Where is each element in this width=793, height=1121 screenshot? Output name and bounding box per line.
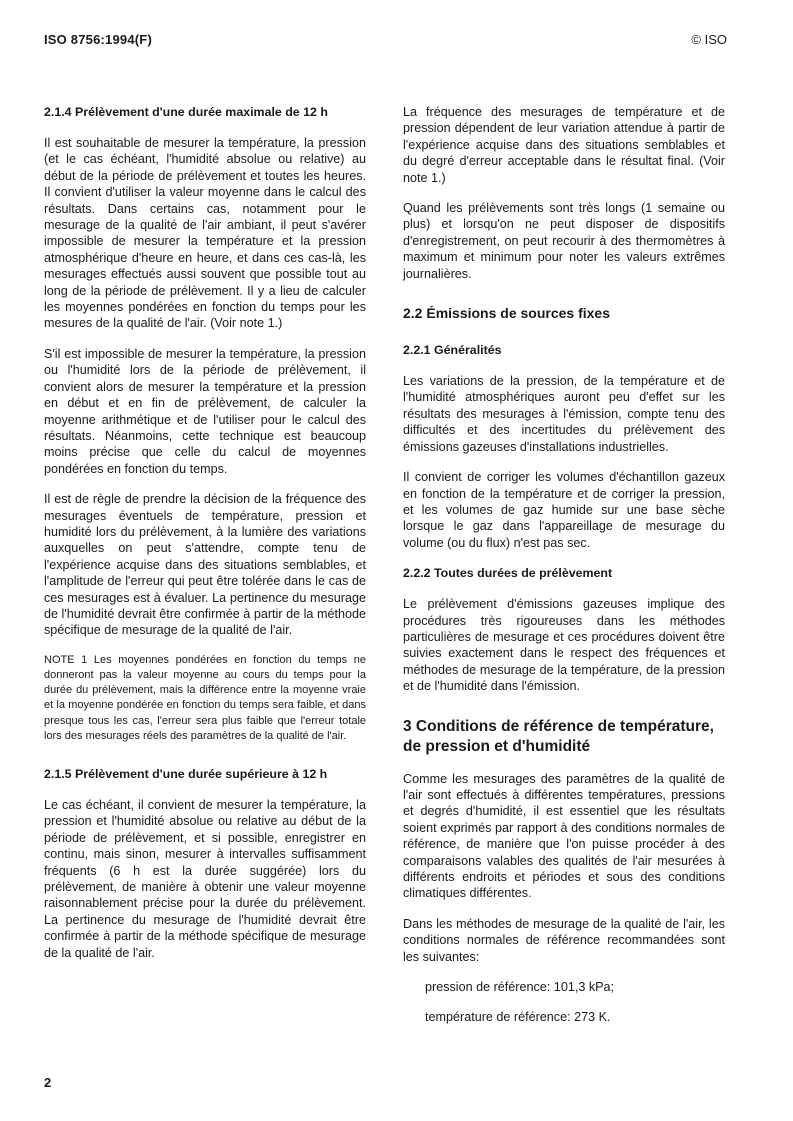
paragraph: Comme les mesurages des paramètres de la qualité de l'air sont effectués à différentes températures, pressions et degrés d'humidité, il est essentiel que les résultats soient exprimés par rapport à des conditions normales de référence, de manière que l'on puisse procéder à des comparaisons valables des qualités de l'air mesurées à différents endroits et périodes et sous des conditions climatiques différentes.	[403, 771, 725, 901]
reference-temperature: température de référence: 273 K.	[425, 1010, 611, 1025]
page-number: 2	[44, 1075, 52, 1090]
copyright-mark: © ISO	[691, 32, 727, 47]
paragraph: Il est de règle de prendre la décision de la fréquence des mesurages éventuels de température, pression et humidité lors du prélèvement, à la lumière des variations auxquelles on peut s'attendre, compte tenu de l'expérience acquise dans des situations semblables, et l'amplitude de l'erreur qui peut être tolérée dans le cas de ces mesurages est à évaluer. La pertinence du mesurage de l'humidité devrait être confirmée à partir de la méthode spécifique de mesurage de la qualité de l'air.	[44, 492, 366, 638]
right-column	[403, 104, 725, 1040]
section-2-2-1-heading: 2.2.1 Généralités	[403, 343, 502, 358]
paragraph: S'il est impossible de mesurer la température, la pression ou l'humidité lors de la période de prélèvement, il convient alors de mesurer la température et la pression en début et en fin de prélèvement, de calculer la moyenne arithmétique et de l'utiliser pour le calcul des résultats. Néanmoins, cette technique est beaucoup moins précise que celle du calcul de moyennes pondérées en fonction du temps.	[44, 346, 366, 476]
paragraph: La fréquence des mesurages de température et de pression dépendent de leur variation attendue à partir de l'expérience acquise dans des situations semblables et du degré d'erreur acceptable dans le résultat final. (Voir note 1.)	[403, 105, 725, 185]
note-1: NOTE 1 Les moyennes pondérées en fonction du temps ne donneront pas la valeur moyenne au cours du temps pour la durée du prélèvement, mais la différence entre la moyenne vraie et la moyenne pondérée en fonction du temps sera faible, et dans presque tous les cas, l'erreur sera plus faible que l'erreur totale lors des mesurages réels des paramètres de la qualité de l'air.	[44, 653, 366, 742]
standard-designation: ISO 8756:1994(F)	[44, 32, 152, 47]
paragraph: Dans les méthodes de mesurage de la qualité de l'air, les conditions normales de référence recommandées sont les suivantes:	[403, 916, 725, 964]
section-2-1-5-heading: 2.1.5 Prélèvement d'une durée supérieure à 12 h	[44, 767, 328, 781]
reference-pressure: pression de référence: 101,3 kPa;	[425, 980, 615, 995]
paragraph: Quand les prélèvements sont très longs (1 semaine ou plus) et lorsqu'on ne peut disposer de dispositifs d'enregistrement, on peut recourir à des thermomètres à maximum et minimum pour noter les valeurs extrêmes journalières.	[403, 201, 725, 281]
paragraph: Le cas échéant, il convient de mesurer la température, la pression et l'humidité absolue ou relative au début de la période de prélèvement, et si possible, enregistrer en continu, mais sinon, mesurer à intervalles suffisamment fréquents (6 h est la durée suggérée) lors du prélèvement, de manière à obtenir une valeur moyenne raisonnablement précise pour la durée du prélèvement. La pertinence du mesurage de l'humidité devrait être confirmée à partir de la méthode spécifique de mesurage de la qualité de l'air.	[44, 798, 366, 960]
paragraph: Les variations de la pression, de la température et de l'humidité atmosphériques auront peu d'effet sur les résultats des mesurages à l'émission, compte tenu des difficultés et des incertitudes du prélèvement des émissions gazeuses d'installations industrielles.	[403, 374, 725, 454]
section-2-1-4-heading: 2.1.4 Prélèvement d'une durée maximale de 12 h	[44, 105, 328, 119]
paragraph: Il convient de corriger les volumes d'échantillon gazeux en fonction de la température et de corriger la pression, et les volumes de gaz humide sur une base sèche lorsque le gaz dans l'appareillage de mesurage du volume (ou du flux) n'est pas sec.	[403, 470, 725, 550]
section-3-heading: 3 Conditions de référence de température, de pression et d'humidité	[403, 717, 714, 755]
left-column	[44, 104, 366, 975]
paragraph: Le prélèvement d'émissions gazeuses implique des procédures très rigoureuses dans les méthodes particulières de mesurage et ces procédures doivent être suivies exactement dans le respect des fréquences et méthodes de mesurage de la température, de la pression et de l'humidité dans l'émission.	[403, 597, 725, 694]
section-2-2-heading: 2.2 Émissions de sources fixes	[403, 305, 610, 322]
paragraph: Il est souhaitable de mesurer la température, la pression (et le cas échéant, l'humidité absolue ou relative) au début de la période de prélèvement et toutes les heures. Il convient d'utiliser la valeur moyenne dans le calcul des résultats. Dans certains cas, notamment pour le mesurage de la qualité de l'air ambiant, il peut s'avérer impossible de mesurer la température et la pression atmosphérique d'heure en heure, et dans ces cas-là, les mesurages effectués aussi souvent que possible tout au long de la période de prélèvement. Il y a lieu de calculer les moyennes pondérées en fonction du temps pour les mesures de la qualité de l'air. (Voir note 1.)	[44, 136, 366, 331]
section-2-2-2-heading: 2.2.2 Toutes durées de prélèvement	[403, 566, 613, 581]
